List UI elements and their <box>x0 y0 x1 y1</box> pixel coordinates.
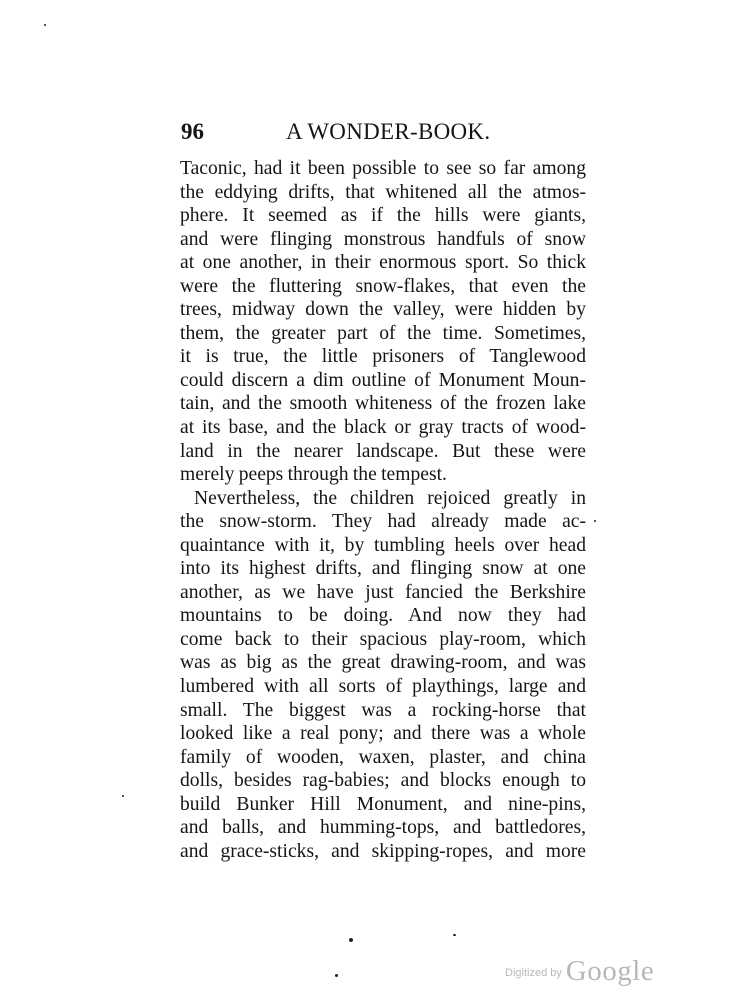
text-line: another, as we have just fancied the Berkshire <box>180 581 586 603</box>
text-line: quaintance with it, by tumbling heels over head <box>180 534 586 556</box>
text-line: mountains to be doing. And now they had <box>180 605 586 627</box>
ink-speck <box>349 938 353 942</box>
text-line: into its highest drifts, and flinging snow at one <box>180 558 586 580</box>
text-line: Taconic, had it been possible to see so far among <box>180 158 586 179</box>
text-line: and grace-sticks, and skipping-ropes, and more <box>180 840 586 862</box>
text-line: could discern a dim outline of Monument Moun- <box>180 369 586 391</box>
text-line: lumbered with all sorts of playthings, large and <box>180 676 586 698</box>
ink-speck <box>453 934 456 936</box>
page-number: 96 <box>181 119 204 144</box>
text-line: dolls, besides rag-babies; and blocks enough to <box>180 770 586 792</box>
body-text <box>180 157 586 863</box>
text-line: Nevertheless, the children rejoiced greatly in <box>194 487 586 509</box>
text-line: land in the nearer landscape. But these were <box>180 440 586 462</box>
text-line: come back to their spacious play-room, which <box>180 628 586 650</box>
text-line: build Bunker Hill Monument, and nine-pins, <box>180 793 586 815</box>
text-line: tain, and the smooth whiteness of the frozen lake <box>180 393 586 415</box>
ink-speck <box>335 974 338 977</box>
text-line: and balls, and humming-tops, and battledores, <box>180 817 586 839</box>
text-line: the snow-storm. They had already made ac- <box>180 511 586 533</box>
text-line: them, the greater part of the time. Sometimes, <box>180 322 586 344</box>
text-line: family of wooden, waxen, plaster, and china <box>180 746 586 768</box>
text-line: looked like a real pony; and there was a whole <box>180 723 586 745</box>
digitized-by-google-watermark <box>505 955 654 988</box>
text-line: were the fluttering snow-flakes, that even the <box>180 275 586 297</box>
text-line: small. The biggest was a rocking-horse that <box>180 699 586 721</box>
text-line: merely peeps through the tempest. <box>180 464 447 486</box>
ink-speck <box>122 795 124 797</box>
text-line: was as big as the great drawing-room, and was <box>180 652 586 674</box>
running-head <box>181 117 581 147</box>
running-title: A WONDER-BOOK. <box>286 119 491 144</box>
watermark-prefix: Digitized by <box>505 967 562 979</box>
text-line: at one another, in their enormous sport. So thick <box>180 252 586 274</box>
ink-speck <box>594 520 596 522</box>
ink-speck <box>44 24 46 26</box>
text-line: and were flinging monstrous handfuls of snow <box>180 228 586 250</box>
text-line: trees, midway down the valley, were hidden by <box>180 299 586 321</box>
text-line: at its base, and the black or gray tracts of wood- <box>180 417 586 439</box>
google-logo: Google <box>565 955 655 987</box>
text-line: it is true, the little prisoners of Tanglewood <box>180 346 586 368</box>
text-line: phere. It seemed as if the hills were giants, <box>180 205 586 227</box>
text-line: the eddying drifts, that whitened all the atmos- <box>180 181 586 203</box>
